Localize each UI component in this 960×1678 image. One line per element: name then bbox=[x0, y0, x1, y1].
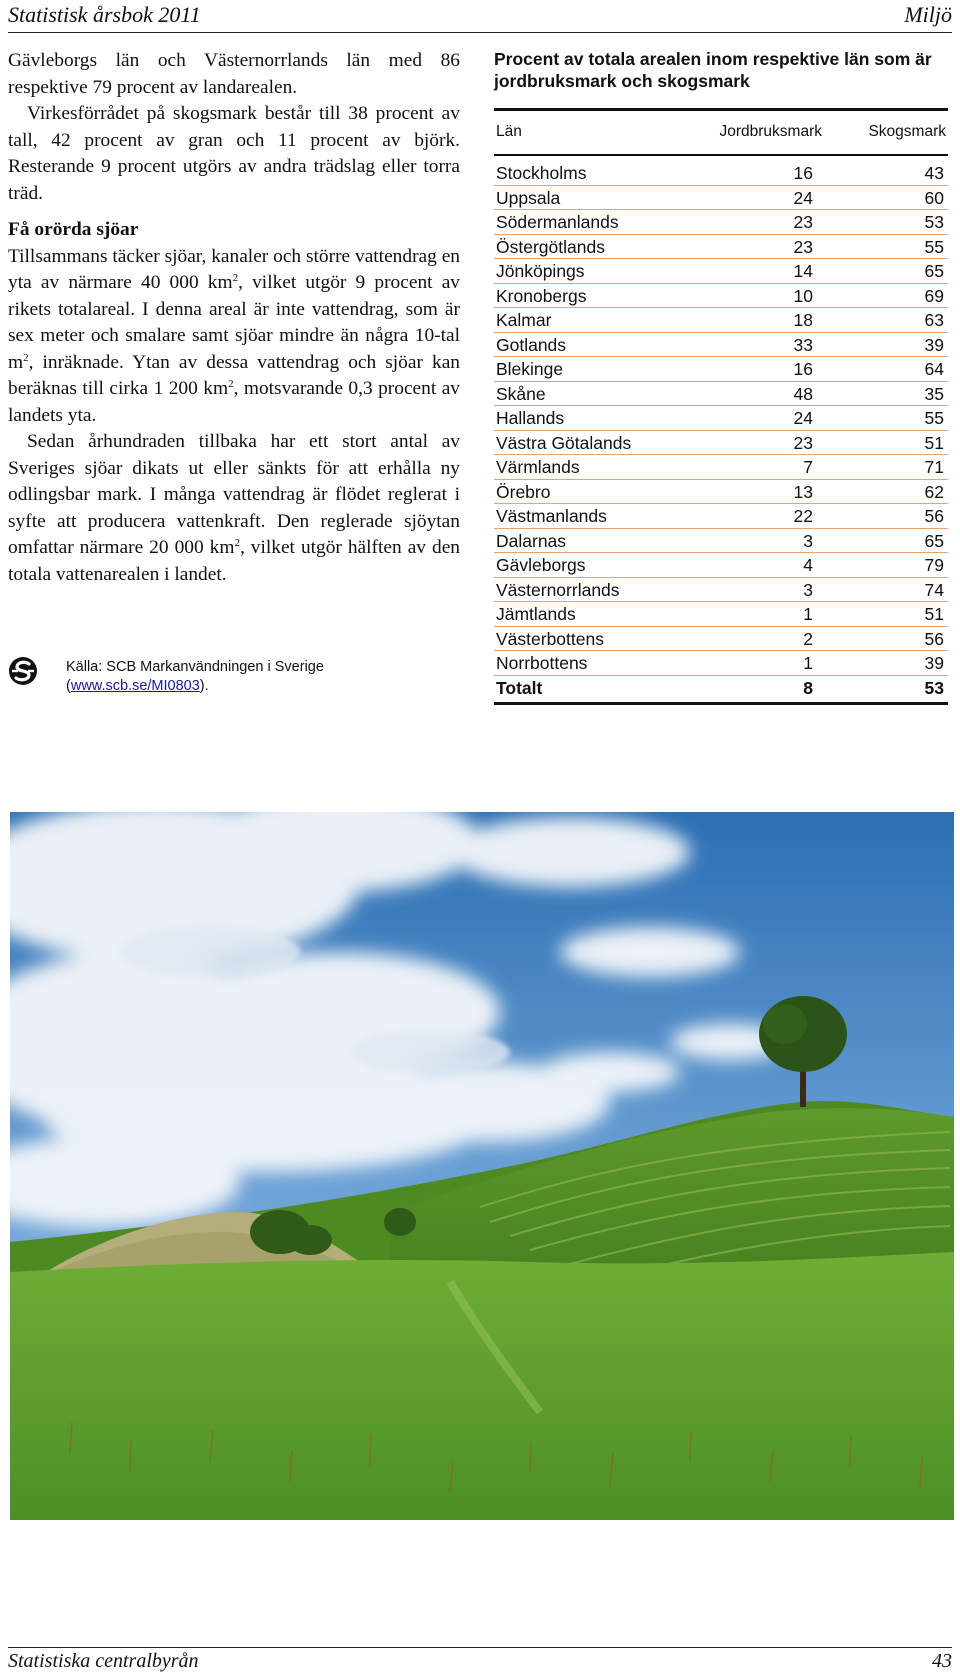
table-row bbox=[494, 480, 948, 505]
table-row bbox=[494, 455, 948, 480]
table-cell-lan: Västernorrlands bbox=[496, 579, 620, 600]
table-cell-lan: Kronobergs bbox=[496, 285, 587, 306]
table-cell-lan: Västmanlands bbox=[496, 506, 607, 526]
table-row bbox=[494, 504, 948, 529]
source-link[interactable]: www.scb.se/MI0803 bbox=[70, 678, 200, 694]
table-cell-jordbruksmark: 22 bbox=[793, 506, 813, 526]
table-cell-skogsmark: 39 bbox=[924, 334, 944, 355]
table-cell-lan: Skåne bbox=[496, 383, 546, 404]
table-cell-skogsmark: 53 bbox=[924, 677, 944, 698]
table-cell-jordbruksmark: 14 bbox=[793, 261, 813, 281]
table-cell-lan: Dalarnas bbox=[496, 530, 567, 551]
table-cell-jordbruksmark: 48 bbox=[793, 383, 813, 404]
table-cell-skogsmark: 56 bbox=[924, 506, 944, 526]
table-cell-lan: Kalmar bbox=[496, 310, 552, 330]
table-cell-lan: Södermanlands bbox=[496, 212, 619, 232]
body-text-column bbox=[8, 48, 460, 588]
table-cell-lan: Gotlands bbox=[496, 334, 567, 355]
table-cell-skogsmark: 39 bbox=[924, 653, 944, 673]
table-cell-jordbruksmark: 23 bbox=[793, 236, 813, 257]
table-cell-skogsmark: 64 bbox=[924, 359, 944, 379]
table-row bbox=[494, 186, 948, 211]
table-cell-lan: Hallands bbox=[496, 408, 565, 428]
table-cell-skogsmark: 65 bbox=[924, 261, 944, 281]
table-cell-skogsmark: 51 bbox=[924, 604, 944, 624]
table-cell-jordbruksmark: 23 bbox=[793, 432, 813, 453]
table-row bbox=[494, 406, 948, 431]
table-row bbox=[494, 235, 948, 260]
table-bottom-rule bbox=[494, 702, 948, 705]
table-cell-lan: Totalt bbox=[496, 677, 543, 698]
table-row bbox=[494, 529, 948, 554]
table-cell-jordbruksmark: 24 bbox=[793, 408, 813, 428]
table-row bbox=[494, 259, 948, 284]
table-cell-lan: Uppsala bbox=[496, 187, 561, 208]
table-row bbox=[494, 284, 948, 309]
table-cell-skogsmark: 79 bbox=[924, 555, 944, 575]
table-header-row bbox=[494, 114, 948, 154]
column-header-jordbruksmark: Jordbruksmark bbox=[719, 123, 822, 140]
table-row bbox=[494, 431, 948, 456]
table-cell-lan: Jönköpings bbox=[496, 261, 585, 281]
table-cell-lan: Västerbottens bbox=[496, 628, 604, 649]
table-cell-jordbruksmark: 3 bbox=[803, 530, 813, 551]
table-cell-skogsmark: 53 bbox=[924, 212, 944, 232]
page-header bbox=[8, 0, 952, 33]
table-cell-lan: Västra Götalands bbox=[496, 432, 632, 453]
table-cell-jordbruksmark: 23 bbox=[793, 212, 813, 232]
header-section-title: Miljö bbox=[904, 2, 952, 27]
table-cell-jordbruksmark: 10 bbox=[793, 285, 813, 306]
table-cell-jordbruksmark: 33 bbox=[793, 334, 813, 355]
table-cell-skogsmark: 60 bbox=[924, 187, 944, 208]
table-row bbox=[494, 651, 948, 676]
table-row bbox=[494, 602, 948, 627]
footer-publisher: Statistiska centralbyrån bbox=[8, 1650, 199, 1672]
table-row bbox=[494, 161, 948, 186]
table-row bbox=[494, 578, 948, 603]
page-number: 43 bbox=[932, 1650, 952, 1672]
table-top-rule bbox=[494, 108, 948, 111]
table-title: Procent av totala arealen inom respektive län som är jordbruksmark och skogsmark bbox=[494, 49, 932, 91]
table-cell-skogsmark: 35 bbox=[924, 383, 944, 404]
table-cell-skogsmark: 63 bbox=[924, 310, 944, 330]
table-row bbox=[494, 627, 948, 652]
table-header-rule bbox=[494, 154, 948, 156]
table-cell-lan: Örebro bbox=[496, 481, 551, 502]
table-cell-jordbruksmark: 16 bbox=[793, 359, 813, 379]
table-row bbox=[494, 357, 948, 382]
table-cell-jordbruksmark: 4 bbox=[803, 555, 813, 575]
source-text: Källa: SCB Markanvändningen i Sverige (www.scb.se/MI0803). bbox=[66, 659, 324, 694]
table-cell-skogsmark: 74 bbox=[924, 579, 944, 600]
paragraph-4: Sedan århundraden tillbaka har ett stort antal av Sveriges sjöar dikats ut eller sänkts för att erhålla ny odlingsbar mark. I många vattendrag är flödet reglerat i syfte att producera vattenkraft. Den reglerade sjöytan omfattar närmare 20 000 $km^2$, vilket utgör hälften av den totala vattenarealen i landet. bbox=[8, 431, 460, 585]
land-use-table bbox=[494, 48, 948, 698]
table-cell-skogsmark: 43 bbox=[924, 163, 944, 183]
landscape-photo-image bbox=[10, 812, 954, 1520]
table-cell-jordbruksmark: 1 bbox=[803, 604, 813, 624]
table-cell-jordbruksmark: 13 bbox=[793, 481, 813, 502]
source-note bbox=[8, 652, 460, 700]
table-cell-lan: Östergötlands bbox=[496, 236, 605, 257]
table-cell-lan: Värmlands bbox=[496, 457, 580, 477]
table-row bbox=[494, 210, 948, 235]
table-cell-skogsmark: 65 bbox=[924, 530, 944, 551]
table-cell-lan: Jämtlands bbox=[496, 604, 576, 624]
paragraph-1: Gävleborgs län och Västernorrlands län med 86 respektive 79 procent av landarealen. bbox=[8, 50, 460, 98]
paragraph-2: Virkesförrådet på skogsmark består till 38 procent av tall, 42 procent av gran och 11 procent av björk. Resterande 9 procent utgörs av andra trädslag eller torra träd. bbox=[8, 103, 460, 204]
page-footer bbox=[8, 1647, 952, 1675]
table-row bbox=[494, 308, 948, 333]
landscape-photo bbox=[10, 812, 954, 1520]
table-cell-lan: Norrbottens bbox=[496, 653, 588, 673]
table-cell-lan: Gävleborgs bbox=[496, 555, 586, 575]
table-cell-skogsmark: 69 bbox=[924, 285, 944, 306]
table-cell-jordbruksmark: 24 bbox=[793, 187, 813, 208]
table-row bbox=[494, 382, 948, 407]
table-cell-skogsmark: 51 bbox=[924, 432, 944, 453]
column-header-skogsmark: Skogsmark bbox=[868, 123, 946, 140]
table-cell-jordbruksmark: 3 bbox=[803, 579, 813, 600]
table-total-row bbox=[494, 676, 948, 701]
table-row bbox=[494, 333, 948, 358]
table-cell-skogsmark: 55 bbox=[924, 408, 944, 428]
section-heading: Få orörda sjöar bbox=[8, 219, 139, 240]
table-cell-jordbruksmark: 16 bbox=[793, 163, 813, 183]
table-cell-skogsmark: 62 bbox=[924, 481, 944, 502]
table-cell-lan: Stockholms bbox=[496, 163, 587, 183]
table-cell-jordbruksmark: 8 bbox=[803, 677, 813, 698]
table-cell-skogsmark: 55 bbox=[924, 236, 944, 257]
table-cell-skogsmark: 71 bbox=[924, 457, 944, 477]
table-cell-skogsmark: 56 bbox=[924, 628, 944, 649]
table-cell-jordbruksmark: 2 bbox=[803, 628, 813, 649]
table-cell-jordbruksmark: 18 bbox=[793, 310, 813, 330]
paragraph-3: Tillsammans täcker sjöar, kanaler och större vattendrag en yta av närmare 40 000 $km^2$, vilket utgör 9 procent av rikets totalareal. I denna areal är inte vattendrag, som är sex meter och smalare samt sjöar mindre än några 10-tal $m^2$, inräknade. Ytan av dessa vattendrag och sjöar kan beräknas till cirka 1 200 $km^2$, motsvarande 0,3 procent av landets yta. bbox=[8, 245, 460, 426]
table-row bbox=[494, 553, 948, 578]
scb-logo-icon bbox=[8, 656, 38, 686]
table-cell-jordbruksmark: 1 bbox=[803, 653, 813, 673]
table-cell-jordbruksmark: 7 bbox=[803, 457, 813, 477]
table-body bbox=[494, 161, 948, 700]
column-header-lan: Län bbox=[496, 123, 522, 140]
table-cell-lan: Blekinge bbox=[496, 359, 564, 379]
header-publication-title: Statistisk årsbok 2011 bbox=[8, 2, 201, 27]
